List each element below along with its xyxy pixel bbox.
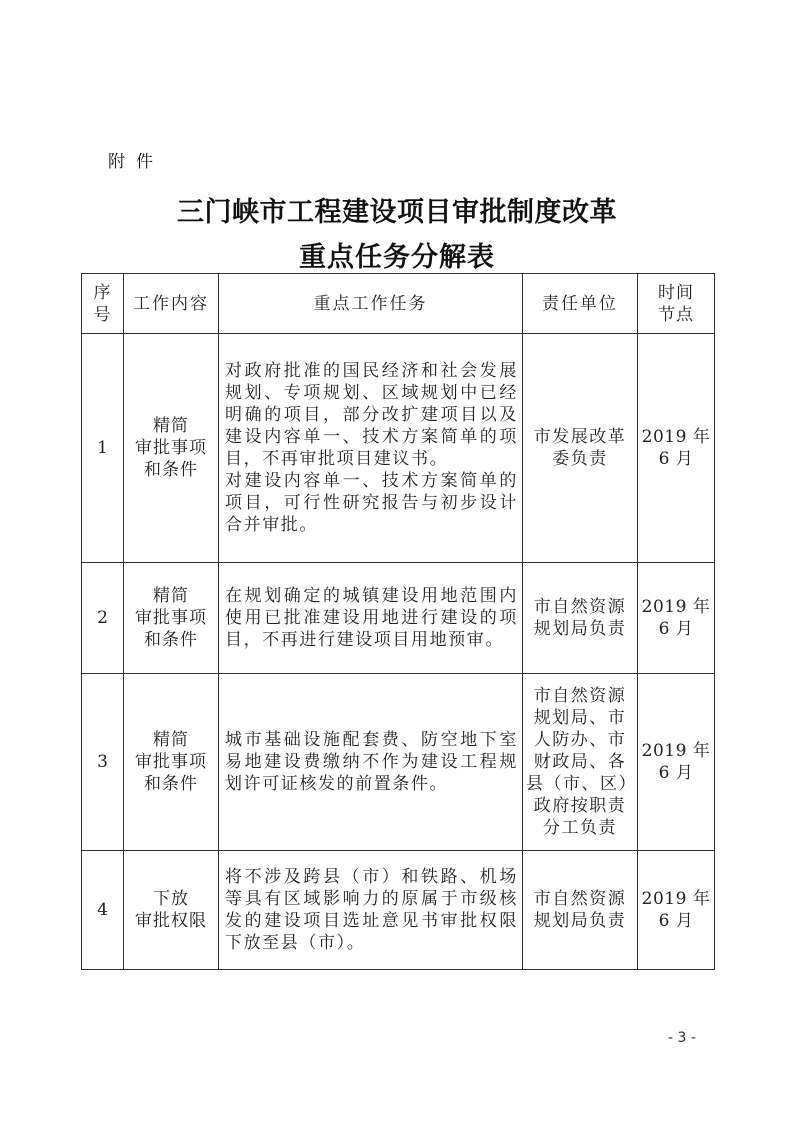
time-cell xyxy=(638,563,715,674)
unit-line: 财政局、各 xyxy=(533,752,627,772)
seq-cell: 3 xyxy=(82,674,124,851)
content-line: 精简 xyxy=(153,730,189,750)
content-line: 精简 xyxy=(153,586,189,606)
unit-line: 市自然资源 xyxy=(533,686,627,706)
unit-line: 规划局、市 xyxy=(533,708,627,728)
table-row xyxy=(82,674,715,851)
header-time-line: 时间 xyxy=(658,282,694,303)
header-time xyxy=(638,274,715,334)
content-line: 精简 xyxy=(153,416,189,436)
task-paragraph: 对建设内容单一、技术方案简单的项目，可行性研究报告与初步设计合并审批。 xyxy=(225,471,518,535)
page-number: - 3 - xyxy=(668,1030,696,1046)
header-seq xyxy=(82,274,124,334)
table-row xyxy=(82,334,715,563)
unit-cell xyxy=(523,563,638,674)
task-cell xyxy=(219,851,523,970)
unit-cell xyxy=(523,851,638,970)
time-line: 6 月 xyxy=(658,763,694,783)
time-cell xyxy=(638,334,715,563)
unit-line: 规划局负责 xyxy=(533,619,627,639)
time-cell xyxy=(638,674,715,851)
table-header-row xyxy=(82,274,715,334)
time-line: 2019 年 xyxy=(641,597,711,617)
document-title-line-2: 重点任务分解表 xyxy=(299,242,495,273)
task-cell xyxy=(219,674,523,851)
unit-line: 规划局负责 xyxy=(533,911,627,931)
unit-line: 市发展改革 xyxy=(533,427,627,447)
content-line: 和条件 xyxy=(144,630,198,650)
task-cell xyxy=(219,563,523,674)
header-time-line: 节点 xyxy=(658,304,694,325)
content-line: 审批事项 xyxy=(135,438,207,458)
unit-line: 县（市、区） xyxy=(526,774,637,794)
unit-cell xyxy=(523,334,638,563)
content-cell xyxy=(124,334,219,563)
task-paragraph: 对政府批准的国民经济和社会发展规划、专项规划、区域规划中已经明确的项目，部分改扩建项目以及建设内容单一、技术方案简单的项目，不再审批项目建议书。 xyxy=(225,361,518,469)
content-cell xyxy=(124,563,219,674)
time-line: 2019 年 xyxy=(641,889,711,909)
header-task: 重点工作任务 xyxy=(219,274,523,334)
task-breakdown-table xyxy=(81,273,715,970)
attachment-label: 附件 xyxy=(108,152,164,172)
content-line: 和条件 xyxy=(144,774,198,794)
unit-cell xyxy=(523,674,638,851)
seq-cell: 4 xyxy=(82,851,124,970)
time-line: 2019 年 xyxy=(641,741,711,761)
header-seq-line: 号 xyxy=(93,304,112,325)
content-line: 和条件 xyxy=(144,460,198,480)
unit-line: 分工负责 xyxy=(543,818,617,838)
content-line: 审批事项 xyxy=(135,608,207,628)
task-cell xyxy=(219,334,523,563)
seq-cell: 2 xyxy=(82,563,124,674)
unit-line: 委负责 xyxy=(552,449,608,469)
header-unit: 责任单位 xyxy=(523,274,638,334)
content-line: 审批事项 xyxy=(135,752,207,772)
time-line: 2019 年 xyxy=(641,427,711,447)
seq-cell: 1 xyxy=(82,334,124,563)
unit-line: 人防办、市 xyxy=(533,730,627,750)
table-row xyxy=(82,851,715,970)
task-paragraph: 将不涉及跨县（市）和铁路、机场等具有区域影响力的原属于市级核发的建设项目选址意见书审批权限下放至县（市）。 xyxy=(225,867,518,953)
unit-line: 市自然资源 xyxy=(533,597,627,617)
content-line: 审批权限 xyxy=(135,911,207,931)
content-line: 下放 xyxy=(153,889,189,909)
time-cell xyxy=(638,851,715,970)
table-row xyxy=(82,563,715,674)
content-cell xyxy=(124,851,219,970)
task-paragraph: 城市基础设施配套费、防空地下室易地建设费缴纳不作为建设工程规划许可证核发的前置条件。 xyxy=(225,730,518,794)
unit-line: 政府按职责 xyxy=(533,796,627,816)
time-line: 6 月 xyxy=(658,449,694,469)
content-cell xyxy=(124,674,219,851)
time-line: 6 月 xyxy=(658,911,694,931)
unit-line: 市自然资源 xyxy=(533,889,627,909)
document-title-line-1: 三门峡市工程建设项目审批制度改革 xyxy=(177,197,617,228)
header-seq-line: 序 xyxy=(93,282,112,303)
time-line: 6 月 xyxy=(658,619,694,639)
task-paragraph: 在规划确定的城镇建设用地范围内使用已批准建设用地进行建设的项目，不再进行建设项目用地预审。 xyxy=(225,586,518,650)
header-content: 工作内容 xyxy=(124,274,219,334)
